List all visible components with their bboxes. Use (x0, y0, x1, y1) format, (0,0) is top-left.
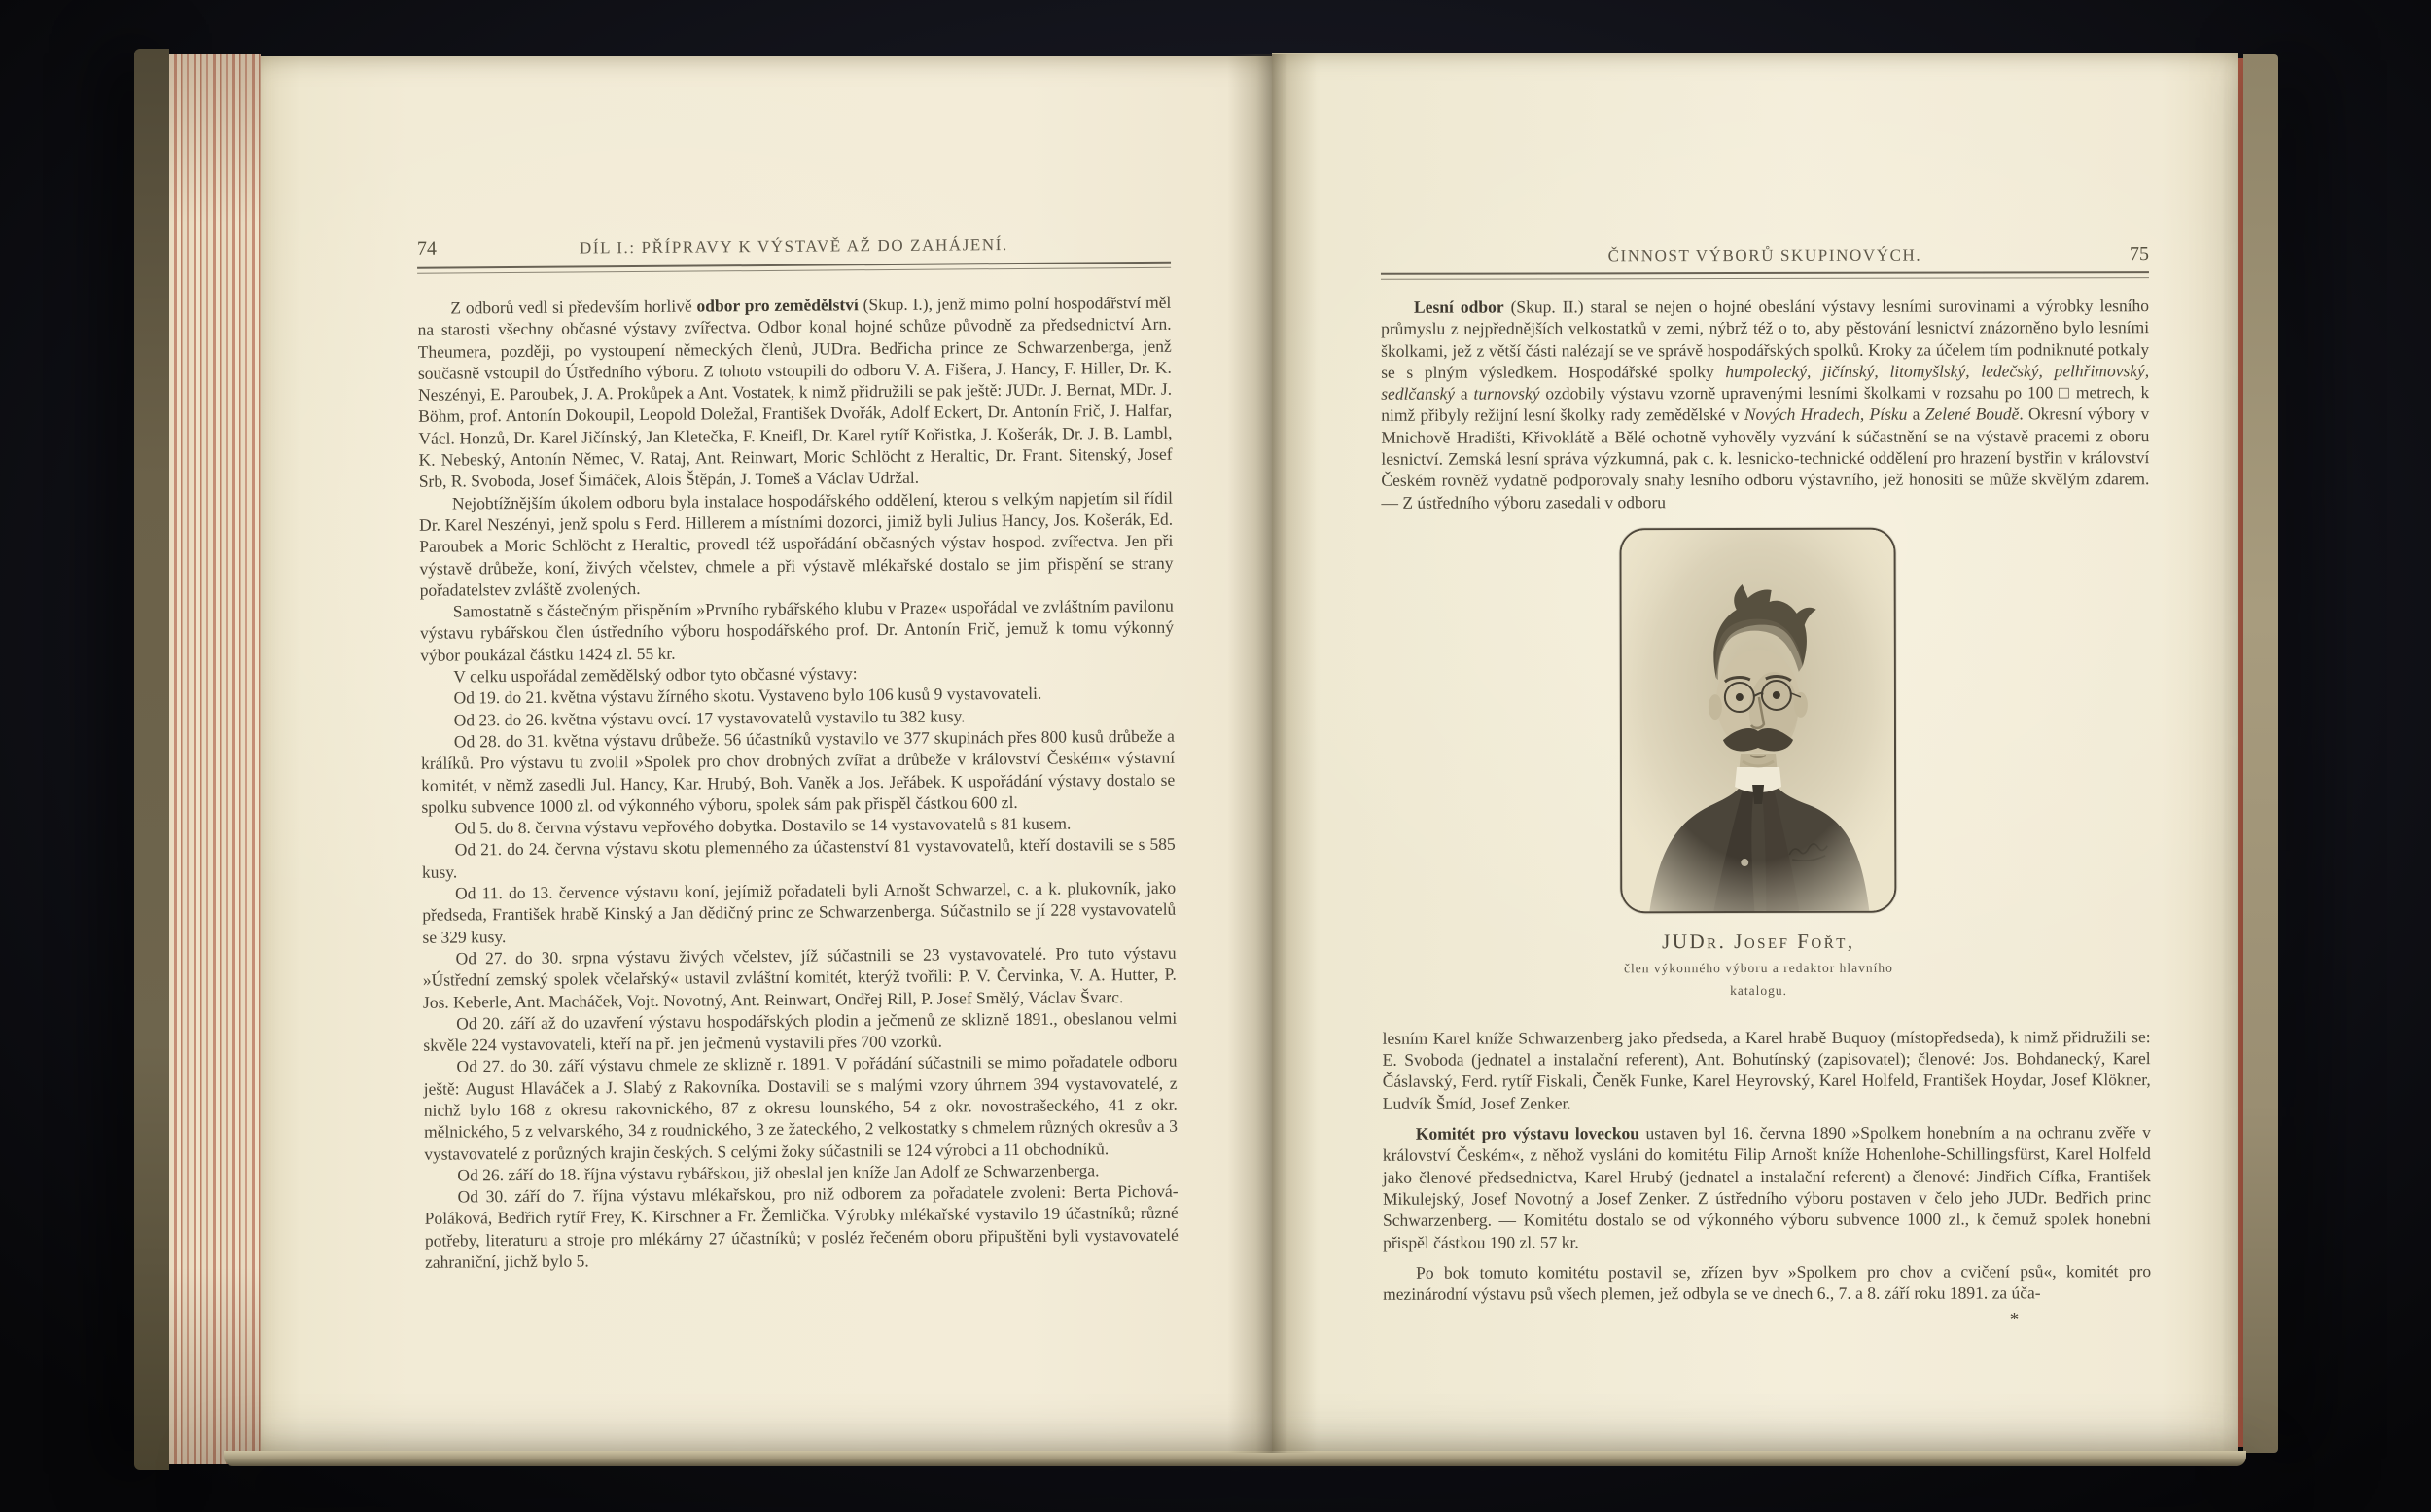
body-right-bottom (1383, 1026, 2152, 1305)
text-run: a (1907, 404, 1925, 425)
page-right-content (1270, 52, 2239, 1452)
page-number-left: 74 (416, 237, 437, 260)
page-left-content (255, 53, 1277, 1457)
text-run: a (1455, 383, 1474, 404)
text-run: V celku uspořádal zemědělský odbor tyto občasné výstavy: (453, 663, 858, 686)
bold-text: Komitét pro výstavu loveckou (1415, 1123, 1640, 1143)
paragraph (419, 486, 1174, 601)
text-run: Od 21. do 24. června výstavu skotu plemenného za účastenství 81 vystavovatelů, kteří dostavili se s 585 kusy. (421, 834, 1176, 882)
page-left (261, 56, 1272, 1453)
italic-text: Nových Hradech, Písku (1744, 404, 1908, 425)
text-run: Od 5. do 8. června výstavu vepřového dobytka. Dostavilo se 14 vystavovatelů s 81 kusem. (454, 813, 1072, 838)
italic-text: humpolecký, jičínský, litomyšlský, ledečský, pelhřimovský, sedlčanský (1381, 361, 2150, 404)
paragraph (420, 595, 1175, 666)
bold-text: odbor pro zemědělství (696, 295, 859, 316)
running-title-right: ČINNOST VÝBORŮ SKUPINOVÝCH. (1607, 245, 1922, 265)
header-rule-right (1381, 271, 2149, 280)
text-run: ustaven byl 16. června 1890 »Spolkem honebním a na ochranu zvěře v království Českém«, z něhož vysláni do komitétu Filip Arnošt kníže Hohenlohe-Schillingsfürst, Karel Holfeld jako členové předsednictva, Karel Hrubý (jednatel a instalační referent) a členové: Jindřich Cífka, František Mikulejský, Josef Novotný a Josef Zenker. Z ústředního výboru postaven v čelo jeho JUDr. Bedřich princ Schwarzenberg. — Komitétu dostalo se od výkonného výboru subvence 1000 zl., k čemuž spolek honební přispěl částkou 190 zl. 57 kr. (1382, 1122, 2152, 1252)
paragraph (422, 877, 1177, 948)
body-right-top (1381, 295, 2149, 513)
portrait-illustration (1622, 530, 1895, 912)
portrait-caption (1612, 931, 1904, 1002)
body-text-right (1381, 295, 2151, 1332)
paragraph (421, 725, 1176, 818)
paragraph (424, 1180, 1179, 1273)
paragraph (1383, 1026, 2151, 1114)
italic-text: Zelené Boudě (1924, 404, 2020, 425)
paragraph (417, 292, 1173, 493)
paragraph (423, 942, 1178, 1013)
italic-text: turnovský (1473, 383, 1540, 404)
text-run: Od 26. září do 18. října výstavu rybářskou, již obeslal jen kníže Jan Adolf ze Schwarzenberga. (457, 1160, 1100, 1185)
text-run: Od 11. do 13. července výstavu koní, jejímiž pořadateli byli Arnošt Schwarzel, c. a k. plukovník, jako předseda, František hrabě Kinský a Jan dědičný princ ze Schwarzenberga. Súčastnilo se jí 228 vystavovatelů se 329 kusy. (422, 877, 1177, 947)
page-right (1272, 53, 2238, 1451)
text-run: (Skup. I.), jenž mimo polní hospodářství měl na starosti všechny občasné výstavy zvířectva. Odbor konal hojné schůze původně za předsednictví Arn. Theumera, později, po vystoupení německých členů, JUDra. Bedřicha prince ze Schwarzenberga, jenž současně vstoupil do Ústředního výboru. Z tohoto vstoupili do odboru V. A. Fišera, J. Hancy, F. Hiller, Dr. K. Neszényi, E. Paroubek, J. A. Prokůpek a Ant. Vostatek, k nimž přidružili se pak ještě: JUDr. J. Bernat, MDr. J. Böhm, prof. Antonín Dokoupil, Leopold Doležal, František Dvořák, Adolf Eckert, Dr. Antonín Frič, J. Halfar, Václ. Honzů, Dr. Karel Jičínský, Jan Kletečka, F. Kneifl, Dr. Karel rytíř Kořistka, J. Košerák, Dr. J. B. Lambl, K. Nebeský, Antonín Němec, V. Rataj, Ant. Reinwart, Moric Schlöcht z Heraltic, Dr. Frant. Sitenský, Josef Srb, R. Svoboda, Josef Šimáček, Alois Štěpán, J. Tomeš a Václav Udržal. (417, 292, 1173, 492)
bold-text: Lesní odbor (1414, 297, 1504, 317)
paragraph (1381, 295, 2149, 513)
text-run: Nejobtížnějším úkolem odboru byla instalace hospodářského oddělení, kterou s velkým napjetím sil řídil Dr. Karel Neszényi, jenž spolu s Ferd. Hillerem a místními dozorci, jimiž byli Julius Hancy, Jos. Košerák, Ed. Paroubek a Moric Schlöcht z Heraltic, provedl též uspořádání občasných výstav hospod. zvířectva. Jen při výstavě drůbeže, koní, živých včelstev, chmele a při výstavě mlékařské dostalo se jim přispění se strany pořadatelstev zvláště zvolených. (419, 487, 1174, 600)
portrait-photo-frame (1620, 528, 1897, 914)
text-run: Od 27. do 30. září výstavu chmele ze sklizně r. 1891. V pořádání súčastnili se mimo pořadatele odboru ještě: August Hlaváček a J. Slabý z Rakovníka. Dostavili se s malými vzory úhrnem 394 vystavovatelé, z nichž bylo 168 z okresu rakovnického, 87 z okresu lounského, 54 z okr. novostrašeckého, 41 z okr. mělnického, 5 z velvarského, 34 z roudnického, 3 ze žateckého, 2 velkostatky s chmelem různých okresův a 3 vystavovatelé z porůzných krajin českých. S celými žoky súčastnili se 124 výrobci a 11 obchodníků. (423, 1051, 1179, 1164)
text-run: Od 19. do 21. května výstavu žírného skotu. Vystaveno bylo 106 kusů 9 vystavovateli. (453, 684, 1042, 708)
portrait-figure (1612, 528, 1905, 1002)
text-run: Od 27. do 30. srpna výstavu živých včelstev, jíž súčastnili se 23 vystavovatelé. Pro tuto výstavu »Ústřední zemský spolek včelařský« ustavil zvláštní komitét, kterýž tvořili: P. V. Červinka, V. A. Hutter, P. Jos. Keberle, Ant. Macháček, Vojt. Novotný, Ant. Reinwart, Ondřej Rill, P. Josef Smělý, Václav Švarc. (422, 942, 1177, 1012)
text-run: (Skup. II.) staral se nejen o hojné obeslání výstavy lesními surovinami a výrobky lesního průmyslu z nejpřednějších velkostatků v zemi, nýbrž též o to, aby pěstování lesnictví znázorněno bylo lesními školkami, jež z větší části nalézají se ve správě hospodářských spolků. Kroky za účelem tím podniknuté potkaly se s plným výsledkem. Hospodářské spolky (1381, 296, 2150, 382)
text-run: . Okresní výbory v Mnichově Hradišti, Křivoklátě a Bělé ochotně vyhověly vyzvání k súčastnění se na výstavě pracemi z oboru lesnictví. Zemská lesní správa výzkumná, pak c. k. lesnicko-technické oddělení pro hrazení bystřin v království Českém rovněž vydatně podporovaly snahy lesního odboru výstavního, jež honositi se může skvělým zdarem. — Z ústředního výboru zasedali v odboru (1381, 404, 2150, 512)
portrait-caption-role: člen výkonného výboru a redaktor hlavního katalogu. (1624, 960, 1893, 998)
footnote-asterisk: * (2009, 1309, 2020, 1330)
paragraph (1383, 1260, 2151, 1305)
paragraph (423, 1050, 1178, 1165)
body-text-left (417, 292, 1179, 1273)
header-rule-left (417, 262, 1171, 274)
text-run: lesním Karel kníže Schwarzenberg jako předseda, a Karel hrabě Buquoy (místopředseda), k nimž přidružili se: E. Svoboda (jednatel a instalační referent), Ant. Bohutínský (zapisovatel); členové: Jos. Bohdanecký, Karel Čáslavský, Ferd. rytíř Fiskali, Čeněk Funke, Karel Heyrovský, Karel Holfeld, František Hoydar, Josef Klökner, Ludvík Šmíd, Josef Zenker. (1382, 1027, 2151, 1113)
text-run: Samostatně s částečným přispěním »Prvního rybářského klubu v Praze« uspořádal ve zvláštním pavilonu výstavu rybářskou člen ústředního výboru hospodářského prof. Dr. Antonín Frič, jemuž k tomu výkonný výbor poukázal částku 1424 zl. 55 kr. (419, 595, 1175, 665)
running-title-left: DÍL I.: PŘÍPRAVY K VÝSTAVĚ AŽ DO ZAHÁJENÍ. (579, 235, 1008, 258)
text-run: Z odborů vedl si především horlivě (450, 296, 697, 318)
page-edges-left (169, 54, 261, 1464)
text-run: Od 30. září do 7. října výstavu mlékařskou, pro niž odborem za pořadatele zvoleni: Berta Pichová-Poláková, Bedřich rytíř Frey, K. Kirschner a Fr. Žemlička. Výrobky mlékařské vystavilo 19 účastníků; různé potřeby, literaturu a stroje pro mlékárny 27 účastníků; v posléz řečeném oboru připuštěni byli vystavovatelé zahraniční, jichž bylo 5. (424, 1180, 1179, 1272)
running-header-right (1381, 245, 2149, 266)
text-run: Od 23. do 26. května výstavu ovcí. 17 vystavovatelů vystavilo tu 382 kusy. (453, 706, 966, 730)
text-run: Od 20. září až do uzavření výstavu hospodářských plodin a ječmenů ze sklizně 1891., obeslanou velmi skvěle 224 vystavovateli, kteří na př. jen ječmenů vystavili přes 700 vzorků. (423, 1007, 1178, 1055)
page-edges-bottom (224, 1451, 2246, 1466)
page-number-right: 75 (2129, 243, 2149, 265)
text-run: Od 28. do 31. května výstavu drůbeže. 56 účastníků vystavilo ve 377 skupinách přes 800 kusů drůbeže a králíků. Pro výstavu tu zvolil »Spolek pro chov drobných zvířat a drůbeže v království Českém« výstavní komitét, v němž zasedli Jul. Hancy, Kar. Hrubý, Boh. Vaněk a Jos. Jeřábek. K uspořádání výstavy dostalo se spolku subvence 1000 zl. od výkonného výboru, spolek sám pak přispěl částkou 600 zl. (420, 725, 1176, 817)
book-cover-right-edge (2243, 54, 2278, 1453)
paragraph (423, 1006, 1177, 1056)
paragraph (1383, 1121, 2151, 1252)
running-header-left (417, 234, 1171, 260)
book-cover-left-edge (134, 49, 169, 1470)
paragraph (422, 833, 1176, 883)
text-run: Po bok tomuto komitétu postavil se, zřízen byv »Spolkem pro chov a cvičení psů«, komitét pro mezinárodní výstavu psů všech plemen, jež odbyla se ve dnech 6., 7. a 8. září roku 1891. za úča- (1383, 1260, 2152, 1304)
portrait-caption-name: JUDr. Josef Fořt, (1662, 929, 1855, 954)
text-run: ozdobily výstavu vzorně upravenými lesními školkami v rozsahu po 100 □ metrech, k nimž přibyly režijní lesní školky rady zemědělské v (1381, 382, 2150, 426)
